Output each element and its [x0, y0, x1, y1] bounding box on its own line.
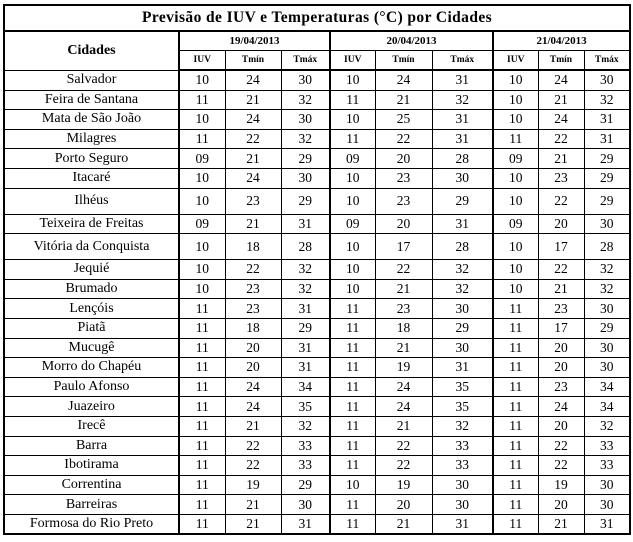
table-row: [4, 214, 630, 234]
table-row: [4, 279, 630, 299]
iuv-value: 11: [330, 416, 375, 436]
city-name: Itacaré: [4, 168, 179, 188]
tmin-value: 21: [538, 90, 584, 110]
subheader-tmin: Tmín: [225, 51, 281, 71]
tmax-value: 30: [584, 475, 630, 495]
subheader-tmax: Tmáx: [584, 51, 630, 71]
tmin-value: 23: [375, 299, 432, 319]
iuv-value: 11: [493, 514, 538, 534]
iuv-value: 11: [330, 358, 375, 378]
tmin-value: 22: [225, 260, 281, 280]
subheader-tmin: Tmín: [375, 51, 432, 71]
tmin-value: 24: [225, 110, 281, 130]
tmin-value: 21: [375, 279, 432, 299]
iuv-value: 11: [493, 495, 538, 515]
tmin-value: 17: [375, 234, 432, 260]
tmax-value: 30: [281, 110, 330, 130]
iuv-value: 11: [493, 338, 538, 358]
table-row: [4, 397, 630, 417]
iuv-value: 11: [330, 129, 375, 149]
tmax-value: 31: [584, 110, 630, 130]
tmin-value: 24: [538, 397, 584, 417]
table-row: [4, 260, 630, 280]
iuv-value: 11: [179, 416, 225, 436]
table-row: [4, 70, 630, 90]
tmin-value: 23: [225, 279, 281, 299]
tmin-value: 19: [375, 475, 432, 495]
table-row: [4, 188, 630, 214]
iuv-value: 11: [179, 436, 225, 456]
iuv-value: 11: [179, 358, 225, 378]
city-name: Morro do Chapéu: [4, 358, 179, 378]
tmax-value: 33: [432, 456, 493, 476]
tmin-value: 22: [538, 129, 584, 149]
tmax-value: 35: [432, 377, 493, 397]
iuv-value: 10: [330, 475, 375, 495]
date-header-1: 19/04/2013: [179, 31, 330, 51]
tmin-value: 19: [538, 475, 584, 495]
tmax-value: 32: [432, 416, 493, 436]
iuv-value: 11: [330, 436, 375, 456]
tmin-value: 21: [375, 416, 432, 436]
tmin-value: 17: [538, 234, 584, 260]
tmin-value: 24: [538, 70, 584, 90]
tmin-value: 20: [225, 338, 281, 358]
city-name: Irecê: [4, 416, 179, 436]
tmax-value: 32: [584, 279, 630, 299]
iuv-value: 11: [493, 436, 538, 456]
tmin-value: 21: [538, 514, 584, 534]
tmin-value: 18: [375, 318, 432, 338]
city-name: Salvador: [4, 70, 179, 90]
city-name: Vitória da Conquista: [4, 234, 179, 260]
tmin-value: 21: [225, 90, 281, 110]
table-row: [4, 168, 630, 188]
iuv-value: 11: [330, 338, 375, 358]
iuv-value: 09: [179, 214, 225, 234]
tmax-value: 32: [281, 279, 330, 299]
iuv-value: 11: [179, 299, 225, 319]
tmax-value: 31: [281, 514, 330, 534]
iuv-value: 10: [179, 188, 225, 214]
iuv-value: 11: [493, 299, 538, 319]
tmin-value: 24: [375, 70, 432, 90]
iuv-value: 10: [493, 234, 538, 260]
iuv-value: 10: [493, 110, 538, 130]
city-name: Jequié: [4, 260, 179, 280]
tmin-value: 23: [538, 299, 584, 319]
tmin-value: 22: [225, 456, 281, 476]
table-row: [4, 456, 630, 476]
tmax-value: 31: [432, 110, 493, 130]
tmin-value: 20: [375, 149, 432, 169]
tmax-value: 33: [432, 436, 493, 456]
iuv-value: 11: [179, 514, 225, 534]
tmin-value: 24: [225, 377, 281, 397]
date-header-3: 21/04/2013: [493, 31, 630, 51]
tmin-value: 22: [375, 456, 432, 476]
tmin-value: 24: [225, 70, 281, 90]
iuv-value: 10: [330, 70, 375, 90]
subheader-tmax: Tmáx: [432, 51, 493, 71]
iuv-value: 11: [493, 416, 538, 436]
iuv-value: 11: [179, 475, 225, 495]
iuv-value: 09: [493, 214, 538, 234]
city-name: Paulo Afonso: [4, 377, 179, 397]
tmax-value: 32: [281, 129, 330, 149]
tmin-value: 22: [538, 260, 584, 280]
tmin-value: 20: [538, 214, 584, 234]
iuv-value: 10: [493, 168, 538, 188]
tmin-value: 20: [375, 495, 432, 515]
iuv-value: 11: [330, 456, 375, 476]
tmax-value: 31: [281, 214, 330, 234]
iuv-value: 11: [179, 129, 225, 149]
city-name: Brumado: [4, 279, 179, 299]
tmax-value: 29: [584, 168, 630, 188]
tmin-value: 24: [225, 397, 281, 417]
city-name: Formosa do Rio Preto: [4, 514, 179, 534]
tmin-value: 21: [375, 90, 432, 110]
tmax-value: 31: [281, 338, 330, 358]
tmax-value: 29: [281, 475, 330, 495]
tmax-value: 32: [584, 416, 630, 436]
tmax-value: 34: [584, 377, 630, 397]
tmin-value: 23: [375, 188, 432, 214]
tmax-value: 30: [584, 214, 630, 234]
iuv-value: 10: [330, 234, 375, 260]
tmin-value: 22: [375, 260, 432, 280]
tmin-value: 17: [538, 318, 584, 338]
iuv-value: 10: [330, 279, 375, 299]
iuv-value: 11: [330, 90, 375, 110]
city-name: Correntina: [4, 475, 179, 495]
city-name: Porto Seguro: [4, 149, 179, 169]
iuv-value: 10: [179, 70, 225, 90]
tmin-value: 24: [375, 397, 432, 417]
city-name: Mucugê: [4, 338, 179, 358]
table-row: [4, 234, 630, 260]
tmin-value: 23: [225, 188, 281, 214]
tmax-value: 34: [281, 377, 330, 397]
tmin-value: 19: [375, 358, 432, 378]
table-body: [4, 70, 630, 534]
iuv-value: 10: [493, 188, 538, 214]
tmin-value: 22: [225, 129, 281, 149]
tmin-value: 18: [225, 234, 281, 260]
tmax-value: 31: [432, 358, 493, 378]
tmin-value: 21: [225, 214, 281, 234]
iuv-value: 11: [330, 514, 375, 534]
tmax-value: 29: [281, 188, 330, 214]
tmax-value: 31: [432, 214, 493, 234]
tmax-value: 33: [584, 456, 630, 476]
tmax-value: 32: [432, 90, 493, 110]
tmax-value: 30: [432, 338, 493, 358]
tmax-value: 28: [584, 234, 630, 260]
tmax-value: 29: [584, 149, 630, 169]
table-row: [4, 436, 630, 456]
tmax-value: 29: [432, 318, 493, 338]
tmin-value: 22: [538, 436, 584, 456]
tmax-value: 33: [584, 436, 630, 456]
city-name: Barra: [4, 436, 179, 456]
table-row: [4, 416, 630, 436]
tmin-value: 21: [375, 514, 432, 534]
tmin-value: 21: [538, 279, 584, 299]
iuv-value: 11: [493, 318, 538, 338]
iuv-value: 10: [330, 110, 375, 130]
tmax-value: 34: [584, 397, 630, 417]
iuv-value: 09: [179, 149, 225, 169]
iuv-value: 11: [493, 358, 538, 378]
date-header-2: 20/04/2013: [330, 31, 493, 51]
iuv-value: 10: [493, 279, 538, 299]
table-row: [4, 358, 630, 378]
tmax-value: 28: [281, 234, 330, 260]
tmax-value: 30: [584, 338, 630, 358]
tmax-value: 28: [432, 149, 493, 169]
tmax-value: 32: [584, 90, 630, 110]
table-title: Previsão de IUV e Temperaturas (°C) por Cidades: [4, 5, 630, 31]
iuv-value: 11: [493, 475, 538, 495]
iuv-value: 09: [493, 149, 538, 169]
tmin-value: 24: [225, 168, 281, 188]
table-row: [4, 514, 630, 534]
tmax-value: 35: [281, 397, 330, 417]
city-name: Mata de São João: [4, 110, 179, 130]
tmin-value: 20: [538, 338, 584, 358]
iuv-value: 09: [330, 214, 375, 234]
tmax-value: 32: [584, 260, 630, 280]
tmax-value: 30: [432, 495, 493, 515]
tmin-value: 25: [375, 110, 432, 130]
forecast-table-container: [3, 4, 631, 535]
tmax-value: 31: [584, 514, 630, 534]
iuv-value: 11: [179, 397, 225, 417]
subheader-tmax: Tmáx: [281, 51, 330, 71]
tmax-value: 30: [584, 495, 630, 515]
tmax-value: 33: [281, 456, 330, 476]
iuv-value: 11: [179, 318, 225, 338]
subheader-iuv: IUV: [179, 51, 225, 71]
iuv-value: 11: [179, 90, 225, 110]
tmin-value: 18: [225, 318, 281, 338]
city-name: Ilhéus: [4, 188, 179, 214]
tmax-value: 29: [584, 188, 630, 214]
subheader-iuv: IUV: [493, 51, 538, 71]
tmax-value: 32: [432, 279, 493, 299]
iuv-value: 11: [179, 495, 225, 515]
tmin-value: 22: [375, 436, 432, 456]
iuv-value: 11: [330, 377, 375, 397]
iuv-value: 11: [493, 456, 538, 476]
iuv-value: 09: [330, 149, 375, 169]
tmax-value: 32: [281, 260, 330, 280]
tmax-value: 30: [584, 358, 630, 378]
tmax-value: 29: [281, 318, 330, 338]
iuv-value: 10: [179, 279, 225, 299]
tmax-value: 31: [584, 129, 630, 149]
table-row: [4, 90, 630, 110]
tmax-value: 31: [432, 514, 493, 534]
tmin-value: 19: [225, 475, 281, 495]
tmin-value: 20: [538, 416, 584, 436]
iuv-value: 11: [493, 397, 538, 417]
tmax-value: 30: [281, 70, 330, 90]
city-name: Piatã: [4, 318, 179, 338]
tmin-value: 24: [538, 110, 584, 130]
iuv-value: 10: [179, 260, 225, 280]
tmin-value: 20: [538, 495, 584, 515]
iuv-value: 10: [330, 188, 375, 214]
table-row: [4, 129, 630, 149]
city-name: Ibotirama: [4, 456, 179, 476]
iuv-value: 10: [330, 260, 375, 280]
iuv-value: 10: [493, 70, 538, 90]
iuv-value: 10: [330, 168, 375, 188]
table-row: [4, 299, 630, 319]
tmax-value: 35: [432, 397, 493, 417]
iuv-value: 10: [179, 234, 225, 260]
subheader-tmin: Tmín: [538, 51, 584, 71]
iuv-value: 11: [179, 377, 225, 397]
tmax-value: 31: [432, 70, 493, 90]
iuv-value: 11: [493, 129, 538, 149]
tmax-value: 30: [584, 70, 630, 90]
tmax-value: 31: [281, 358, 330, 378]
tmax-value: 29: [281, 149, 330, 169]
iuv-value: 11: [330, 495, 375, 515]
tmax-value: 28: [432, 234, 493, 260]
tmin-value: 21: [225, 514, 281, 534]
tmax-value: 30: [432, 299, 493, 319]
tmax-value: 30: [584, 299, 630, 319]
tmax-value: 31: [281, 299, 330, 319]
iuv-value: 10: [179, 168, 225, 188]
table-row: [4, 475, 630, 495]
tmin-value: 21: [375, 338, 432, 358]
tmin-value: 23: [375, 168, 432, 188]
table-row: [4, 149, 630, 169]
tmin-value: 21: [225, 416, 281, 436]
tmin-value: 20: [225, 358, 281, 378]
city-name: Lençóis: [4, 299, 179, 319]
cidades-header: Cidades: [4, 31, 179, 70]
tmax-value: 29: [432, 188, 493, 214]
tmin-value: 20: [375, 214, 432, 234]
tmin-value: 22: [538, 188, 584, 214]
tmax-value: 30: [281, 168, 330, 188]
tmax-value: 31: [432, 129, 493, 149]
iuv-value: 11: [330, 299, 375, 319]
tmin-value: 22: [375, 129, 432, 149]
tmax-value: 30: [432, 168, 493, 188]
iuv-value: 10: [493, 90, 538, 110]
city-name: Juazeiro: [4, 397, 179, 417]
table-row: [4, 495, 630, 515]
table-row: [4, 338, 630, 358]
table-row: [4, 377, 630, 397]
tmin-value: 24: [375, 377, 432, 397]
tmax-value: 32: [432, 260, 493, 280]
tmin-value: 22: [225, 436, 281, 456]
forecast-table: [3, 4, 631, 535]
iuv-value: 11: [493, 377, 538, 397]
tmin-value: 23: [538, 168, 584, 188]
table-row: [4, 318, 630, 338]
tmax-value: 32: [281, 90, 330, 110]
tmin-value: 23: [225, 299, 281, 319]
tmin-value: 23: [538, 377, 584, 397]
tmax-value: 32: [281, 416, 330, 436]
city-name: Teixeira de Freitas: [4, 214, 179, 234]
iuv-value: 10: [179, 110, 225, 130]
city-name: Barreiras: [4, 495, 179, 515]
tmin-value: 21: [538, 149, 584, 169]
tmin-value: 21: [225, 495, 281, 515]
tmin-value: 20: [538, 358, 584, 378]
city-name: Milagres: [4, 129, 179, 149]
tmin-value: 21: [225, 149, 281, 169]
iuv-value: 11: [179, 456, 225, 476]
iuv-value: 11: [330, 318, 375, 338]
subheader-iuv: IUV: [330, 51, 375, 71]
tmin-value: 22: [538, 456, 584, 476]
tmax-value: 29: [584, 318, 630, 338]
table-row: [4, 110, 630, 130]
tmax-value: 30: [432, 475, 493, 495]
iuv-value: 11: [330, 397, 375, 417]
iuv-value: 11: [179, 338, 225, 358]
city-name: Feira de Santana: [4, 90, 179, 110]
tmax-value: 33: [281, 436, 330, 456]
tmax-value: 30: [281, 495, 330, 515]
iuv-value: 10: [493, 260, 538, 280]
